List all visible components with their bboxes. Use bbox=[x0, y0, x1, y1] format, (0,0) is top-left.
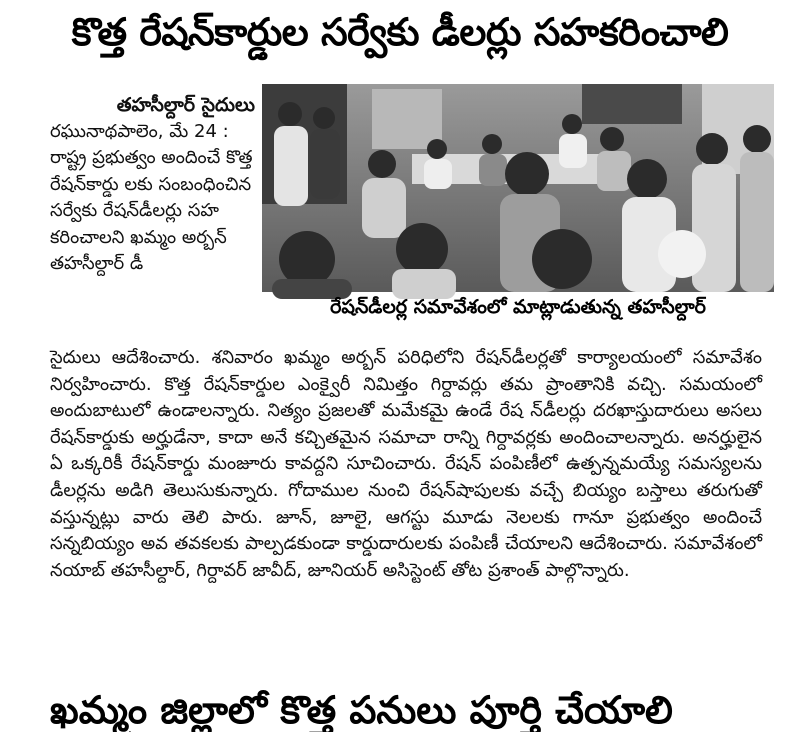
left-column-body bbox=[50, 121, 253, 275]
next-article-headline: ఖమ్మం జిల్లాలో కొత్త పనులు పూర్తి చేయాలి bbox=[50, 688, 673, 732]
photo-caption: రేషన్‌డీలర్ల సమావేశంలో మాట్లాడుతున్న తహసీల్దార్‌ bbox=[330, 295, 706, 318]
next-article-headline-clipped bbox=[50, 688, 770, 732]
left-column-text: రాష్ట్ర ప్రభుత్వం అందించే కొత్త రేషన్‌కార్డు లకు సంబంధించిన సర్వేకు రేషన్‌డీలర్లు సహ కరించాలని ఖమ్మం అర్బన్‌ తహసీల్దార్‌ డీ bbox=[50, 147, 253, 274]
byline: తహసీల్దార్‌ సైదులు bbox=[116, 94, 255, 116]
news-photo bbox=[262, 84, 774, 292]
dateline: రఘునాథపాలెం, మే 24 : bbox=[50, 120, 229, 142]
left-column bbox=[50, 92, 255, 278]
meeting-photo-illustration bbox=[262, 84, 774, 292]
article-body: సైదులు ఆదేశించారు. శనివారం ఖమ్మం అర్బన్‌ పరిధిలోని రేషన్‌డీలర్లతో కార్యాలయంలో సమావేశం నిర్వహించారు. కొత్త రేషన్‌కార్డుల ఎంక్వైరీ నిమిత్తం గిర్దావర్లు తమ ప్రాంతానికి వచ్చి. సమయంలో అందుబాటులో ఉండాలన్నారు. నిత్యం ప్రజలతో మమేకమై ఉండే రేష న్‌డీలర్లు దరఖాస్తుదారులు అసలు రేషన్‌కార్డుకు అర్హుడేనా, కాదా అనే కచ్చితమైన సమాచా రాన్ని గిర్దావర్లకు అందించాలన్నారు. అనర్హులైన ఏ ఒక్కరికీ రేషన్‌కార్డు మంజూరు కావద్దని సూచించారు. రేషన్‌ పంపిణీలో ఉత్పన్నమయ్యే సమస్యలను డీలర్లను అడిగి తెలుసుకున్నారు. గోదాముల నుంచి రేషన్‌షాపులకు వచ్చే బియ్యం బస్తాలు తరుగుతో వస్తున్నట్లు వారు తెలి పారు. జూన్‌, జూలై, ఆగస్టు మూడు నెలలకు గానూ ప్రభుత్వం అందించే సన్నబియ్యం అవ తవకలకు పాల్పడకుండా కార్డుదారులకు పంపిణీ చేయాలని ఆదేశించారు. సమావేశంలో నయాబ్‌ తహసీల్దార్‌, గిర్దావర్‌ జావీద్‌, జూనియర్‌ అసిస్టెంట్‌ తోట ప్రశాంత్‌ పాల్గొన్నారు. bbox=[50, 347, 762, 581]
article-headline: కొత్త రేషన్‌కార్డుల సర్వేకు డీలర్లు సహకరించాలి bbox=[71, 10, 729, 54]
